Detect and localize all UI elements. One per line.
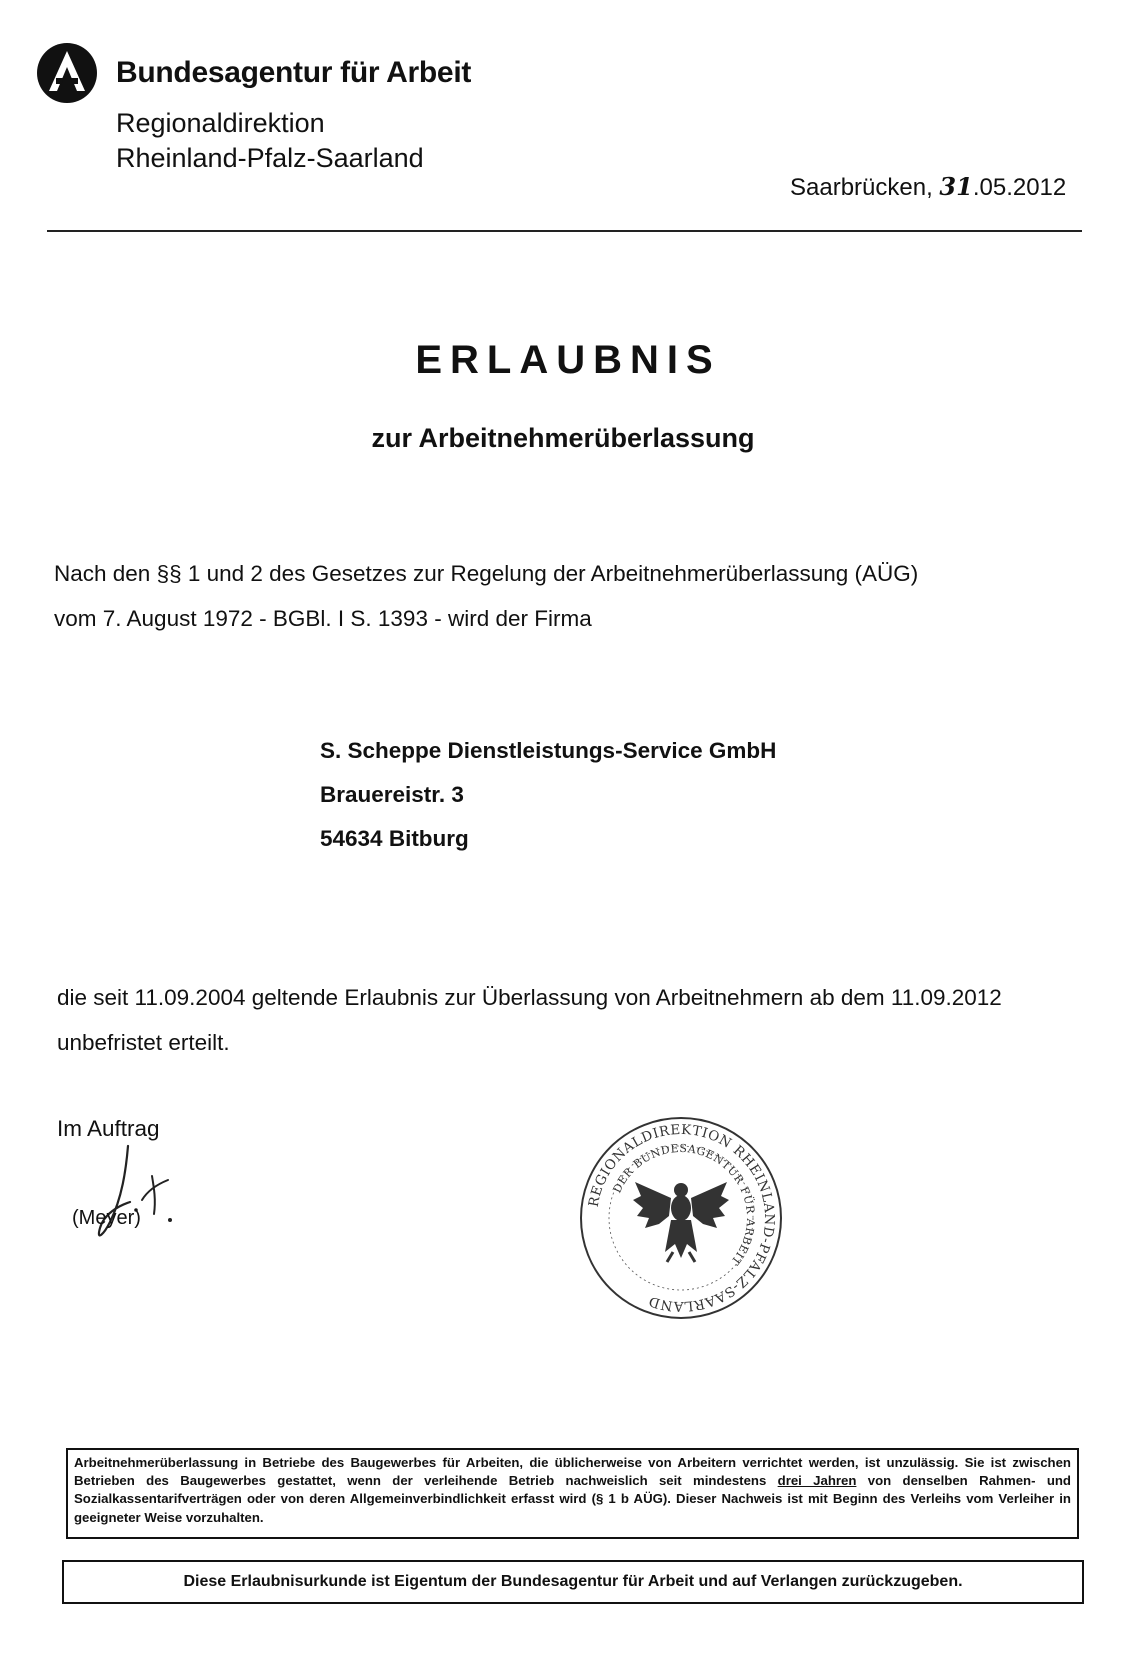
date-day-handwritten: 31	[939, 172, 973, 201]
seal-inner-text: DER BUNDESAGENTUR FÜR ARBEIT	[610, 1141, 758, 1268]
place-date	[790, 172, 1066, 202]
handwritten-signature	[66, 1140, 196, 1250]
notice-text-1: Arbeitnehmerüberlassung in Betriebe des Baugewerbes für Arbeiten, die üblicherweise von Arbeitern verrichtet werden, ist unzulässig. Sie ist zwischen Betrieben des Baugewerbes gestattet, wenn der verleihende Betrieb nachweislich seit mindestens	[74, 1455, 1071, 1489]
bundesagentur-logo	[36, 42, 98, 104]
notice-underlined: drei Jahren	[777, 1473, 857, 1489]
document-subtitle: zur Arbeitnehmerüberlassung	[371, 423, 755, 453]
seal-outer-text: REGIONALDIREKTION RHEINLAND-PFALZ-SAARLAND	[585, 1121, 778, 1315]
construction-notice-box	[66, 1448, 1079, 1539]
date-month-year: .05.2012	[972, 174, 1067, 201]
date-place: Saarbrücken,	[790, 174, 940, 201]
regional-directorate: Regionaldirektion	[116, 108, 325, 138]
official-seal	[575, 1112, 787, 1324]
intro-line-1: Nach den §§ 1 und 2 des Gesetzes zur Regelung der Arbeitnehmerüberlassung (AÜG)	[54, 561, 919, 586]
grant-line-2: unbefristet erteilt.	[57, 1030, 230, 1055]
intro-line-2: vom 7. August 1972 - BGBl. I S. 1393 - wird der Firma	[54, 606, 592, 631]
eagle-icon	[633, 1182, 729, 1262]
signatory-name: (Meyer)	[72, 1207, 141, 1229]
grant-line-1: die seit 11.09.2004 geltende Erlaubnis zur Überlassung von Arbeitnehmern ab dem 11.09.2012	[57, 985, 1002, 1010]
document-title: ERLAUBNIS	[415, 338, 721, 382]
notice-text-2: von denselben Rahmen- und Sozialkassentarifverträgen oder von deren Allgemeinverbindlichkeit erfasst wird (§ 1 b AÜG). Dieser Nachweis ist mit Beginn des Verleihs vom Verleiher in geeigneter Weise vorzuhalten.	[74, 1473, 1071, 1525]
company-street: Brauereistr. 3	[320, 782, 464, 807]
property-notice-box: Diese Erlaubnisurkunde ist Eigentum der Bundesagentur für Arbeit und auf Verlangen zurückzugeben.	[62, 1560, 1084, 1604]
header-divider	[47, 230, 1082, 232]
company-name: S. Scheppe Dienstleistungs-Service GmbH	[320, 738, 777, 763]
company-city: 54634 Bitburg	[320, 826, 469, 851]
region-name: Rheinland-Pfalz-Saarland	[116, 143, 424, 173]
on-behalf-label: Im Auftrag	[57, 1116, 160, 1141]
organization-name: Bundesagentur für Arbeit	[116, 56, 472, 89]
